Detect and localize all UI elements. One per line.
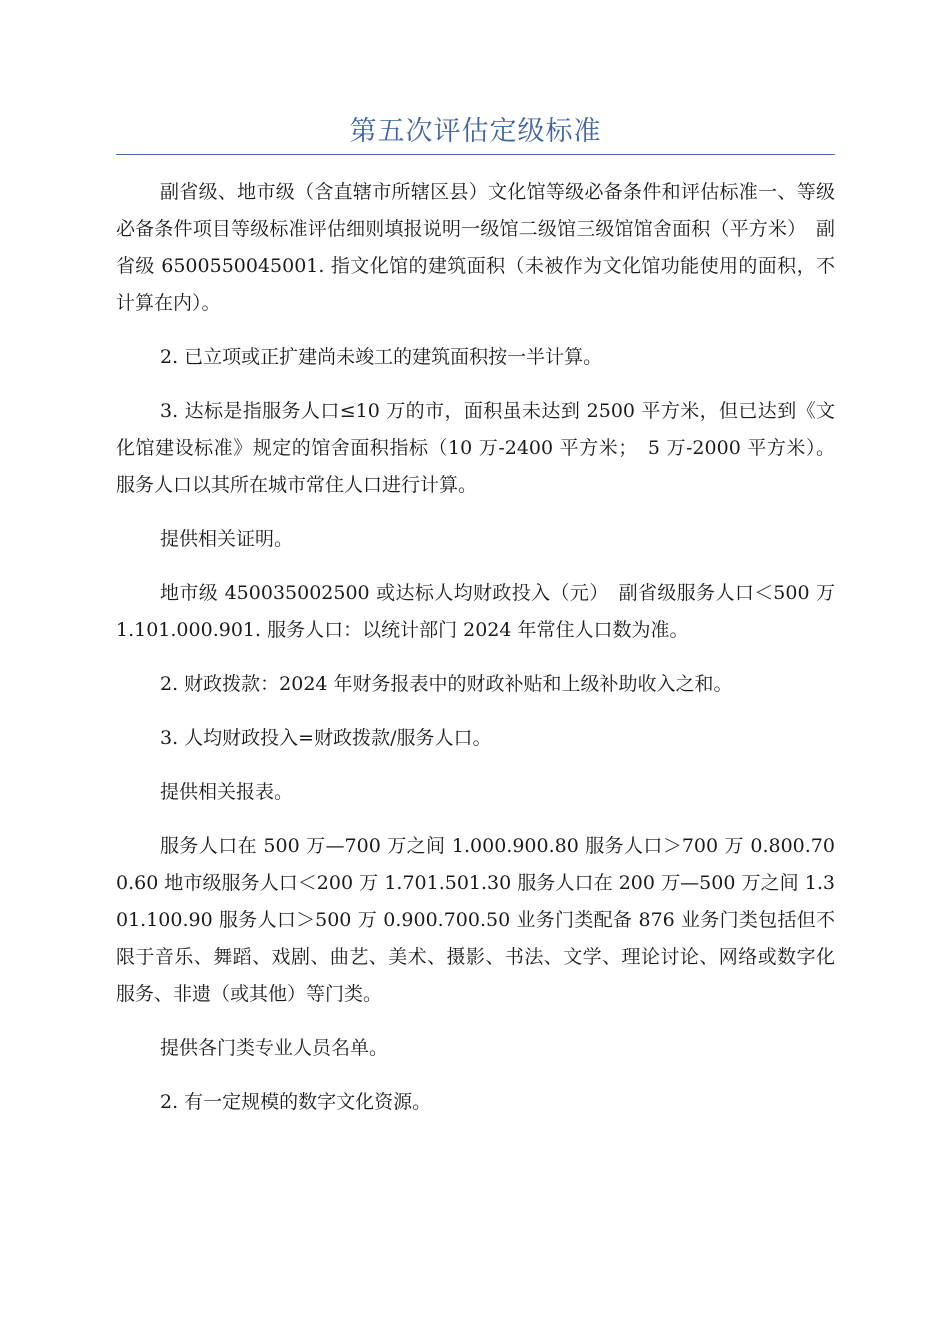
paragraph-8: 提供相关报表。 [160,781,294,803]
document-body [116,174,835,1138]
paragraph-10: 提供各门类专业人员名单。 [160,1037,389,1059]
paragraph-3: 3. 达标是指服务人口≤10 万的市，面积虽未达到 2500 平方米，但已达到《文化馆建设标准》规定的馆舍面积指标（10 万-2400 平方米； 5 万-2000 平方米）。服务人口以其所在城市常住人口进行计算。 [116,400,835,496]
paragraph-9: 服务人口在 500 万—700 万之间 1.000.900.80 服务人口＞700 万 0.800.700.60 地市级服务人口＜200 万 1.701.501.30 服务人口在 200 万—500 万之间 1.301.100.90 服务人口＞500 万 0.900.700.50 业务门类配备 876 业务门类包括但不限于音乐、舞蹈、戏剧、曲艺、美术、摄影、书法、文学、理论讨论、网络或数字化服务、非遗（或其他）等门类。 [116,835,835,1005]
paragraph-1: 副省级、地市级（含直辖市所辖区县）文化馆等级必备条件和评估标准一、等级必备条件项目等级标准评估细则填报说明一级馆二级馆三级馆馆舍面积（平方米） 副省级 6500550045001. 指文化馆的建筑面积（未被作为文化馆功能使用的面积，不计算在内）。 [116,181,835,314]
paragraph-6: 2. 财政拨款：2024 年财务报表中的财政补贴和上级补助收入之和。 [160,673,733,695]
document-title: 第五次评估定级标准 [349,116,602,147]
paragraph-5: 地市级 450035002500 或达标人均财政投入（元） 副省级服务人口＜500 万 1.101.000.901. 服务人口：以统计部门 2024 年常住人口数为准。 [116,582,835,641]
paragraph-7: 3. 人均财政投入=财政拨款/服务人口。 [160,727,492,749]
paragraph-2: 2. 已立项或正扩建尚未竣工的建筑面积按一半计算。 [160,346,603,368]
paragraph-4: 提供相关证明。 [160,528,294,550]
title-underline [116,154,835,155]
paragraph-11: 2. 有一定规模的数字文化资源。 [160,1091,432,1113]
